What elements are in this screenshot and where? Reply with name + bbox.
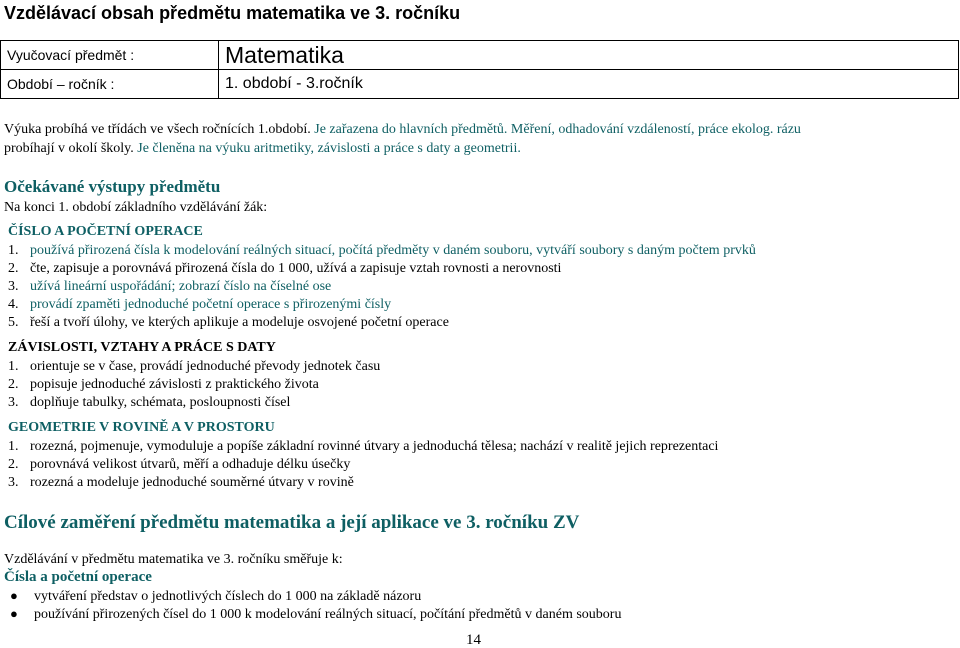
section-heading-numbers: ČÍSLO A POČETNÍ OPERACE: [8, 224, 203, 239]
page-title: Vzdělávací obsah předmětu matematika ve 3. ročníku: [4, 3, 461, 23]
item-number: 3.: [8, 475, 19, 490]
list-item: [8, 456, 350, 474]
intro-line-2-b: Je členěna na výuku aritmetiky, závislosti a práce s daty a geometrii.: [137, 141, 521, 156]
goal-sub-heading: Čísla a početní operace: [4, 569, 152, 585]
goal-intro: Vzdělávání v předmětu matematika ve 3. ročníku směřuje k:: [4, 552, 343, 567]
bullet-dot-icon: ●: [10, 606, 18, 621]
bullet-item: [10, 587, 421, 606]
item-number: 1.: [8, 359, 19, 374]
subject-value: Matematika: [219, 41, 959, 70]
item-number: 5.: [8, 315, 19, 330]
list-item: [8, 278, 331, 296]
list-item: [8, 394, 290, 412]
list-item: [8, 314, 449, 332]
list-item: [8, 296, 391, 314]
item-text: užívá lineární uspořádání; zobrazí číslo na číselné ose: [30, 279, 332, 294]
item-text: rozezná a modeluje jednoduché souměrné útvary v rovině: [30, 475, 354, 490]
list-item: [8, 474, 354, 492]
item-text: řeší a tvoří úlohy, ve kterých aplikuje a modeluje osvojené početní operace: [30, 315, 449, 330]
item-number: 4.: [8, 297, 19, 312]
subject-label: Vyučovací předmět :: [1, 41, 219, 70]
page-number: 14: [466, 632, 481, 648]
list-item: [8, 438, 718, 456]
item-text: porovnává velikost útvarů, měří a odhaduje délku úsečky: [30, 457, 351, 472]
item-number: 2.: [8, 457, 19, 472]
intro-line-2: [4, 140, 521, 158]
period-row: [1, 70, 959, 99]
goal-heading: Cílové zaměření předmětu matematika a její aplikace ve 3. ročníku ZV: [4, 512, 580, 533]
section-heading-dependencies: ZÁVISLOSTI, VZTAHY A PRÁCE S DATY: [8, 340, 276, 355]
intro-line-1: [4, 121, 801, 139]
intro-line-1-a: Výuka probíhá ve třídách ve všech ročnících 1.období.: [4, 122, 315, 137]
list-item: [8, 358, 380, 376]
subject-row: [1, 41, 959, 70]
intro-line-1-b: Je zařazena do hlavních předmětů. Měření, odhadování vzdáleností, práce ekolog. rázu: [314, 122, 801, 137]
item-number: 3.: [8, 279, 19, 294]
item-text: čte, zapisuje a porovnává přirozená čísla do 1 000, užívá a zapisuje vztah rovnosti a nerovnosti: [30, 261, 562, 276]
bullet-item: [10, 605, 621, 624]
item-text: popisuje jednoduché závislosti z praktického života: [30, 377, 319, 392]
item-text: orientuje se v čase, provádí jednoduché převody jednotek času: [30, 359, 381, 374]
item-number: 2.: [8, 261, 19, 276]
outcomes-subtitle: Na konci 1. období základního vzdělávání žák:: [4, 200, 268, 215]
bullet-dot-icon: ●: [10, 588, 18, 603]
list-item: [8, 242, 756, 260]
section-heading-geometry: GEOMETRIE V ROVINĚ A V PROSTORU: [8, 420, 275, 435]
item-number: 3.: [8, 395, 19, 410]
period-value: 1. období - 3.ročník: [219, 70, 959, 99]
item-number: 1.: [8, 439, 19, 454]
item-text: doplňuje tabulky, schémata, posloupnosti čísel: [30, 395, 291, 410]
list-item: [8, 260, 561, 278]
item-number: 2.: [8, 377, 19, 392]
item-text: rozezná, pojmenuje, vymoduluje a popíše základní rovinné útvary a jednoduchá tělesa; nachází v realitě jejich reprezentaci: [30, 439, 719, 454]
item-text: používá přirozená čísla k modelování reálných situací, počítá předměty v daném souboru, vytváří soubory s daným počtem prvků: [30, 243, 756, 258]
subject-info-table: [0, 40, 959, 99]
intro-line-2-a: probíhají v okolí školy.: [4, 141, 138, 156]
period-label: Období – ročník :: [1, 70, 219, 99]
list-item: [8, 376, 319, 394]
item-text: provádí zpaměti jednoduché početní operace s přirozenými čísly: [30, 297, 392, 312]
item-number: 1.: [8, 243, 19, 258]
bullet-text: používání přirozených čísel do 1 000 k modelování reálných situací, počítání předmětů v daném souboru: [34, 607, 622, 622]
bullet-text: vytváření představ o jednotlivých číslech do 1 000 na základě názoru: [34, 589, 422, 604]
outcomes-heading: Očekávané výstupy předmětu: [4, 177, 221, 196]
